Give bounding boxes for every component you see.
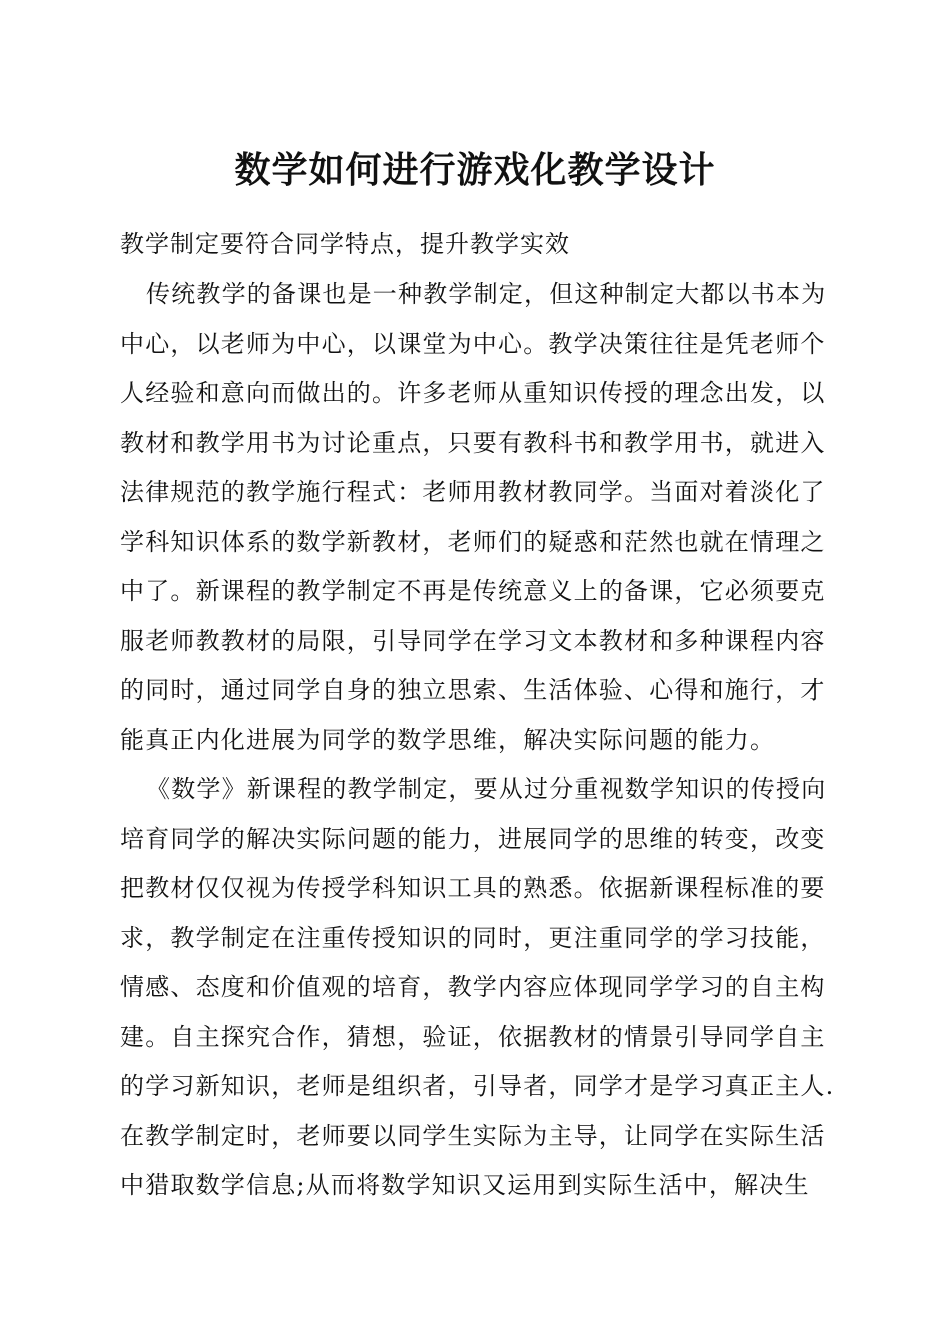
text-line: 传统教学的备课也是一种教学制定，但这种制定大都以书本为 xyxy=(146,280,827,308)
text-line: 中猎取数学信息;从而将数学知识又运用到实际生活中，解决生 xyxy=(120,1171,810,1199)
text-line: 学科知识体系的数学新教材，老师们的疑惑和茫然也就在情理之 xyxy=(120,527,826,556)
text-line: 求，教学制定在注重传授知识的同时，更注重同学的学习技能， xyxy=(120,923,826,952)
text-line: 中了。新课程的教学制定不再是传统意义上的备课，它必须要克 xyxy=(120,577,826,605)
text-line: 法律规范的教学施行程式：老师用教材教同学。当面对着淡化了 xyxy=(120,478,826,506)
text-line: 人经验和意向而做出的。许多老师从重知识传授的理念出发，以 xyxy=(120,379,826,407)
text-line: 服老师教教材的局限，引导同学在学习文本教材和多种课程内容 xyxy=(120,626,826,655)
document-title: 数学如何进行游戏化教学设计 xyxy=(234,149,716,191)
section-heading: 教学制定要符合同学特点，提升教学实效 xyxy=(120,230,570,258)
body-text xyxy=(120,278,840,1219)
text-line: 培育同学的解决实际问题的能力，进展同学的思维的转变，改变 xyxy=(120,824,826,853)
text-line: 能真正内化进展为同学的数学思维，解决实际问题的能力。 xyxy=(120,725,776,754)
text-line: 的学习新知识，老师是组织者，引导者，同学才是学习真正主人. xyxy=(120,1072,835,1100)
text-line: 情感、态度和价值观的培育，教学内容应体现同学学习的自主构 xyxy=(120,973,826,1001)
text-line: 在教学制定时，老师要以同学生实际为主导，让同学在实际生活 xyxy=(120,1121,826,1150)
text-line: 建。自主探究合作，猜想，验证，依据教材的情景引导同学自主 xyxy=(120,1022,826,1051)
text-line: 中心，以老师为中心，以课堂为中心。教学决策往往是凭老师个 xyxy=(120,329,826,358)
text-line: 的同时，通过同学自身的独立思索、生活体验、心得和施行，才 xyxy=(120,676,826,704)
text-line: 把教材仅仅视为传授学科知识工具的熟悉。依据新课程标准的要 xyxy=(120,874,826,902)
text-line: 《数学》新课程的教学制定，要从过分重视数学知识的传授向 xyxy=(146,775,827,803)
text-line: 教材和教学用书为讨论重点，只要有教科书和教学用书，就进入 xyxy=(120,428,826,457)
